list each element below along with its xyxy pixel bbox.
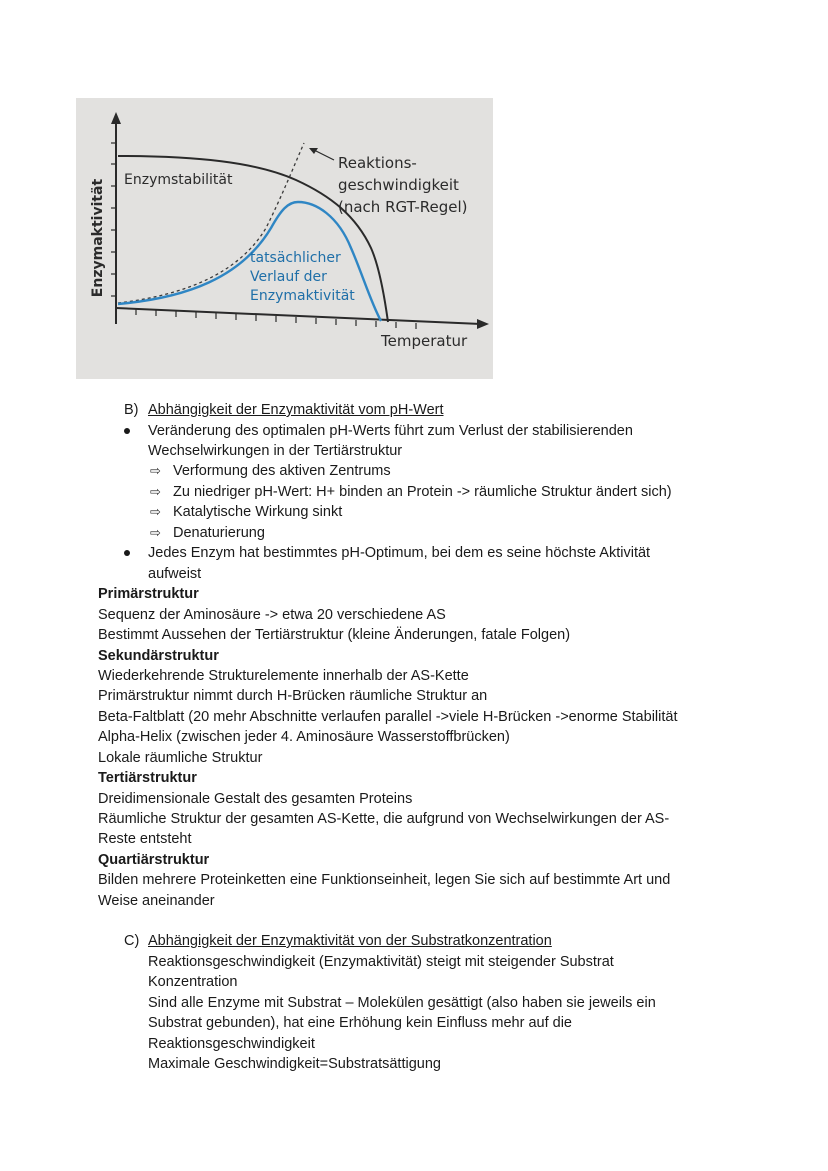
- quaternary-heading: Quartiärstruktur: [98, 852, 210, 868]
- section-c-line-6: Maximale Geschwindigkeit=Substratsättigung: [148, 1056, 441, 1072]
- bullet1-line2: Wechselwirkungen in der Tertiärstruktur: [148, 443, 403, 459]
- section-c-line-3: Sind alle Enzyme mit Substrat – Molekülen gesättigt (also haben sie jeweils ein: [148, 995, 656, 1011]
- actual-label-line3: Enzymaktivität: [250, 288, 355, 304]
- rgt-label-line1: Reaktions-: [338, 154, 417, 172]
- x-axis-arrow: [477, 319, 489, 329]
- tertiary-line-1: Dreidimensionale Gestalt des gesamten Proteins: [98, 791, 413, 807]
- arrow-icon: ⇨: [150, 504, 161, 519]
- bullet1-line1: Veränderung des optimalen pH-Werts führt zum Verlust der stabilisierenden: [148, 423, 633, 439]
- secondary-line-2: Primärstruktur nimmt durch H-Brücken räumliche Struktur an: [98, 688, 488, 704]
- secondary-line-5: Lokale räumliche Struktur: [98, 750, 263, 766]
- section-b-letter: B): [124, 402, 139, 418]
- enzyme-activity-diagram: [76, 98, 493, 379]
- section-c-heading: Abhängigkeit der Enzymaktivität von der Substratkonzentration: [148, 933, 552, 949]
- bullet2-line1: Jedes Enzym hat bestimmtes pH-Optimum, bei dem es seine höchste Aktivität: [148, 545, 651, 561]
- y-axis-arrow: [111, 112, 121, 124]
- arrow-item-4: Denaturierung: [173, 525, 265, 541]
- quaternary-line-2: Weise aneinander: [98, 893, 215, 909]
- actual-label-line1: tatsächlicher: [250, 250, 341, 266]
- x-axis-label: Temperatur: [381, 332, 468, 350]
- secondary-line-4: Alpha-Helix (zwischen jeder 4. Aminosäure Wasserstoffbrücken): [98, 729, 510, 745]
- bullet-dot: [124, 428, 130, 434]
- tertiary-line-3: Reste entsteht: [98, 831, 192, 847]
- secondary-heading: Sekundärstruktur: [98, 648, 219, 664]
- stability-label: Enzymstabilität: [124, 172, 233, 188]
- section-c-line-4: Substrat gebunden), hat eine Erhöhung kein Einfluss mehr auf die: [148, 1015, 572, 1031]
- rgt-label-line2: geschwindigkeit: [338, 176, 459, 194]
- primary-heading: Primärstruktur: [98, 586, 199, 602]
- x-axis: [116, 308, 481, 324]
- arrow-item-1: Verformung des aktiven Zentrums: [173, 463, 391, 479]
- section-b-heading: Abhängigkeit der Enzymaktivität vom pH-Wert: [148, 402, 444, 418]
- section-c-line-1: Reaktionsgeschwindigkeit (Enzymaktivität) steigt mit steigender Substrat: [148, 954, 614, 970]
- rgt-label-line3: (nach RGT-Regel): [338, 198, 468, 216]
- primary-line-2: Bestimmt Aussehen der Tertiärstruktur (kleine Änderungen, fatale Folgen): [98, 627, 571, 643]
- actual-label-line2: Verlauf der: [250, 269, 327, 285]
- enzyme-activity-figure: [76, 98, 493, 379]
- arrow-icon: ⇨: [150, 484, 161, 499]
- arrow-item-3: Katalytische Wirkung sinkt: [173, 504, 343, 520]
- bullet2-line2: aufweist: [148, 566, 202, 582]
- secondary-line-1: Wiederkehrende Strukturelemente innerhalb der AS-Kette: [98, 668, 469, 684]
- tertiary-heading: Tertiärstruktur: [98, 770, 197, 786]
- arrow-icon: ⇨: [150, 463, 161, 478]
- arrow-icon: ⇨: [150, 525, 161, 540]
- primary-line-1: Sequenz der Aminosäure -> etwa 20 verschiedene AS: [98, 607, 446, 623]
- section-c-line-5: Reaktionsgeschwindigkeit: [148, 1036, 315, 1052]
- arrow-item-2: Zu niedriger pH-Wert: H+ binden an Protein -> räumliche Struktur ändert sich): [173, 484, 672, 500]
- bullet-dot: [124, 550, 130, 556]
- rgt-pointer-line: [314, 150, 334, 160]
- section-c-letter: C): [124, 933, 140, 949]
- tertiary-line-2: Räumliche Struktur der gesamten AS-Kette, die aufgrund von Wechselwirkungen der AS-: [98, 811, 670, 827]
- section-c-line-2: Konzentration: [148, 974, 238, 990]
- secondary-line-3: Beta-Faltblatt (20 mehr Abschnitte verlaufen parallel ->viele H-Brücken ->enorme Stabilität: [98, 709, 678, 725]
- y-axis-label: Enzymaktivität: [90, 178, 106, 298]
- quaternary-line-1: Bilden mehrere Proteinketten eine Funktionseinheit, legen Sie sich auf bestimmte Art und: [98, 872, 671, 888]
